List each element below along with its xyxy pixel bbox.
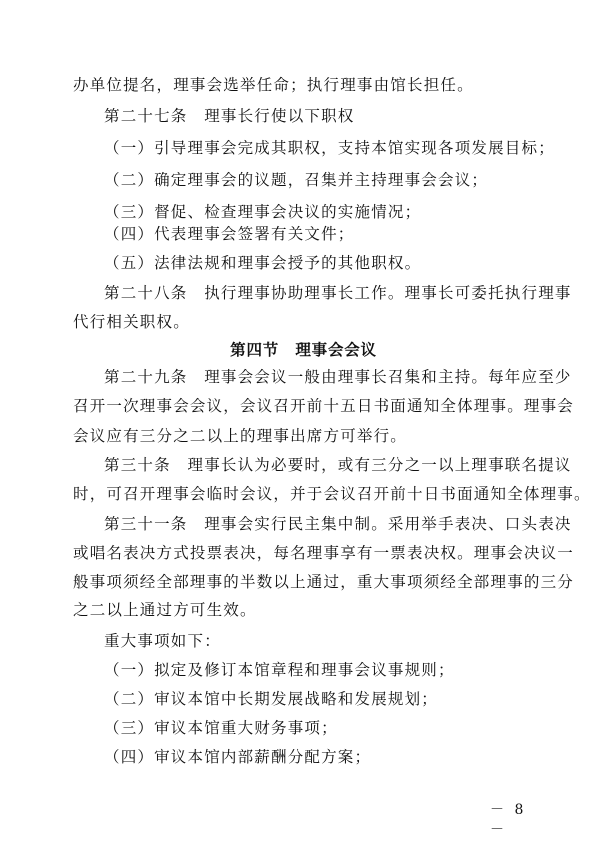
list-item: （三）督促、检查理事会决议的实施情况； (104, 203, 422, 221)
list-item: （二）审议本馆中长期发展战略和发展规划； (104, 690, 439, 708)
text-line: 召开一次理事会会议，会议召开前十五日书面通知全体理事。理事会 (73, 397, 575, 415)
text-line: 重大事项如下： (104, 632, 221, 650)
list-item: （三）审议本馆重大财务事项； (104, 719, 338, 737)
article-31: 第三十一条 理事会实行民主集中制。采用举手表决、口头表决 (104, 515, 572, 533)
text-line: 会议应有三分之二以上的理事出席方可举行。 (73, 427, 408, 445)
list-item: （四）代表理事会签署有关文件； (104, 225, 355, 243)
article-29: 第二十九条 理事会会议一般由理事长召集和主持。每年应至少 (104, 368, 572, 386)
section-heading: 第四节 理事会会议 (230, 341, 377, 359)
list-item: （五）法律法规和理事会授予的其他职权。 (104, 254, 422, 272)
article-27-title: 第二十七条 理事长行使以下职权 (104, 107, 355, 125)
text-line: 之二以上通过方可生效。 (73, 601, 257, 619)
list-item: （一）拟定及修订本馆章程和理事会议事规则； (104, 661, 455, 679)
text-line: 时，可召开理事会临时会议，并于会议召开前十日书面通知全体理事。 (73, 485, 591, 503)
article-30: 第三十条 理事长认为必要时，或有三分之一以上理事联名提议 (104, 456, 572, 474)
text-line: 办单位提名，理事会选举任命；执行理事由馆长担任。 (73, 76, 474, 94)
text-line: 或唱名表决方式投票表决，每名理事享有一票表决权。理事会决议一 (73, 544, 575, 562)
text-line: 代行相关职权。 (73, 313, 190, 331)
list-item: （一）引导理事会完成其职权，支持本馆实现各项发展目标； (104, 139, 555, 157)
text-line: 般事项须经全部理事的半数以上通过，重大事项须经全部理事的三分 (73, 573, 575, 591)
list-item: （四）审议本馆内部薪酬分配方案； (104, 748, 372, 766)
list-item: （二）确定理事会的议题，召集并主持理事会会议； (104, 171, 489, 189)
page-number: － 8 － (490, 802, 527, 838)
article-28: 第二十八条 执行理事协助理事长工作。理事长可委托执行理事 (104, 284, 572, 302)
